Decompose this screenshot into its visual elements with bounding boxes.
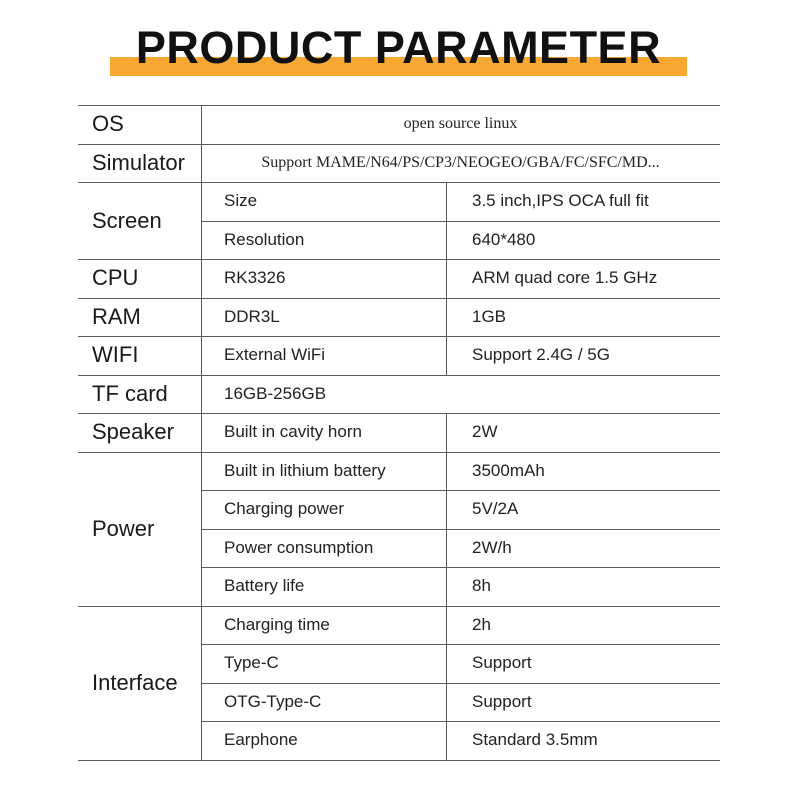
sub-row-line-power [201,529,720,530]
col-divider-speaker [446,413,447,452]
col-divider-screen [446,182,447,221]
row-value-wifi: Support 2.4G / 5G [472,345,610,365]
row-key-power: Built in lithium battery [224,460,386,480]
col-divider-interface [446,721,447,760]
row-value-power: 3500mAh [472,460,545,480]
row-label-power: Power [92,515,155,541]
row-key-power: Power consumption [224,537,374,557]
row-key-wifi: External WiFi [224,345,326,365]
row-key-interface: Earphone [224,730,298,750]
sub-row-line-interface [201,683,720,684]
sub-row-line-power [201,490,720,491]
row-label-tf-card: TF card [92,380,168,406]
row-label-speaker: Speaker [92,419,174,445]
col-divider-ram [446,298,447,337]
row-value-power: 2W/h [472,537,512,557]
parameter-table [78,105,720,761]
row-value-ram: 1GB [472,306,507,326]
col-divider-cpu [446,259,447,298]
col-divider-power [446,529,447,568]
row-value-interface: 2h [472,614,491,634]
row-divider-tf-card [201,375,202,414]
row-key-interface: Type-C [224,653,279,673]
row-key-cpu: RK3326 [224,268,286,288]
sub-row-line-interface [201,721,720,722]
row-label-interface: Interface [92,669,178,695]
row-label-os: OS [92,111,124,137]
col-divider-wifi [446,336,447,375]
row-key-speaker: Built in cavity horn [224,422,362,442]
row-value-tf-card: 16GB-256GB [224,383,327,403]
row-value-interface: Standard 3.5mm [472,730,598,750]
row-label-ram: RAM [92,303,141,329]
col-divider-interface [446,606,447,645]
row-value-os: open source linux [403,115,518,133]
row-divider-wifi [201,336,202,375]
row-value-speaker: 2W [472,422,498,442]
col-divider-power [446,452,447,491]
sub-row-line-interface [201,644,720,645]
row-line-interface [78,760,720,761]
row-divider-cpu [201,259,202,298]
sub-row-line-screen [201,221,720,222]
row-divider-speaker [201,413,202,452]
row-key-interface: Charging time [224,614,330,634]
row-key-interface: OTG-Type-C [224,691,322,711]
row-value-interface: Support [472,691,532,711]
row-key-power: Battery life [224,576,305,596]
col-divider-interface [446,683,447,722]
sub-row-line-power [201,567,720,568]
row-key-screen: Resolution [224,229,305,249]
row-value-simulator: Support MAME/N64/PS/CP3/NEOGEO/GBA/FC/SFC/MD... [261,153,660,171]
page-title: PRODUCT PARAMETER [135,22,662,73]
col-divider-screen [446,221,447,260]
row-divider-ram [201,298,202,337]
row-label-simulator: Simulator [92,149,185,175]
col-divider-interface [446,644,447,683]
row-value-cpu: ARM quad core 1.5 GHz [472,268,658,288]
row-label-screen: Screen [92,207,162,233]
row-value-interface: Support [472,653,532,673]
row-key-screen: Size [224,191,258,211]
col-divider-power [446,490,447,529]
row-key-power: Charging power [224,499,345,519]
col-divider-power [446,567,447,606]
row-value-power: 5V/2A [472,499,519,519]
row-value-screen: 3.5 inch,IPS OCA full fit [472,191,649,211]
title-section [0,0,797,100]
row-label-cpu: CPU [92,265,139,291]
row-label-wifi: WIFI [92,342,139,368]
row-value-screen: 640*480 [472,229,536,249]
row-key-ram: DDR3L [224,306,280,326]
row-value-power: 8h [472,576,491,596]
